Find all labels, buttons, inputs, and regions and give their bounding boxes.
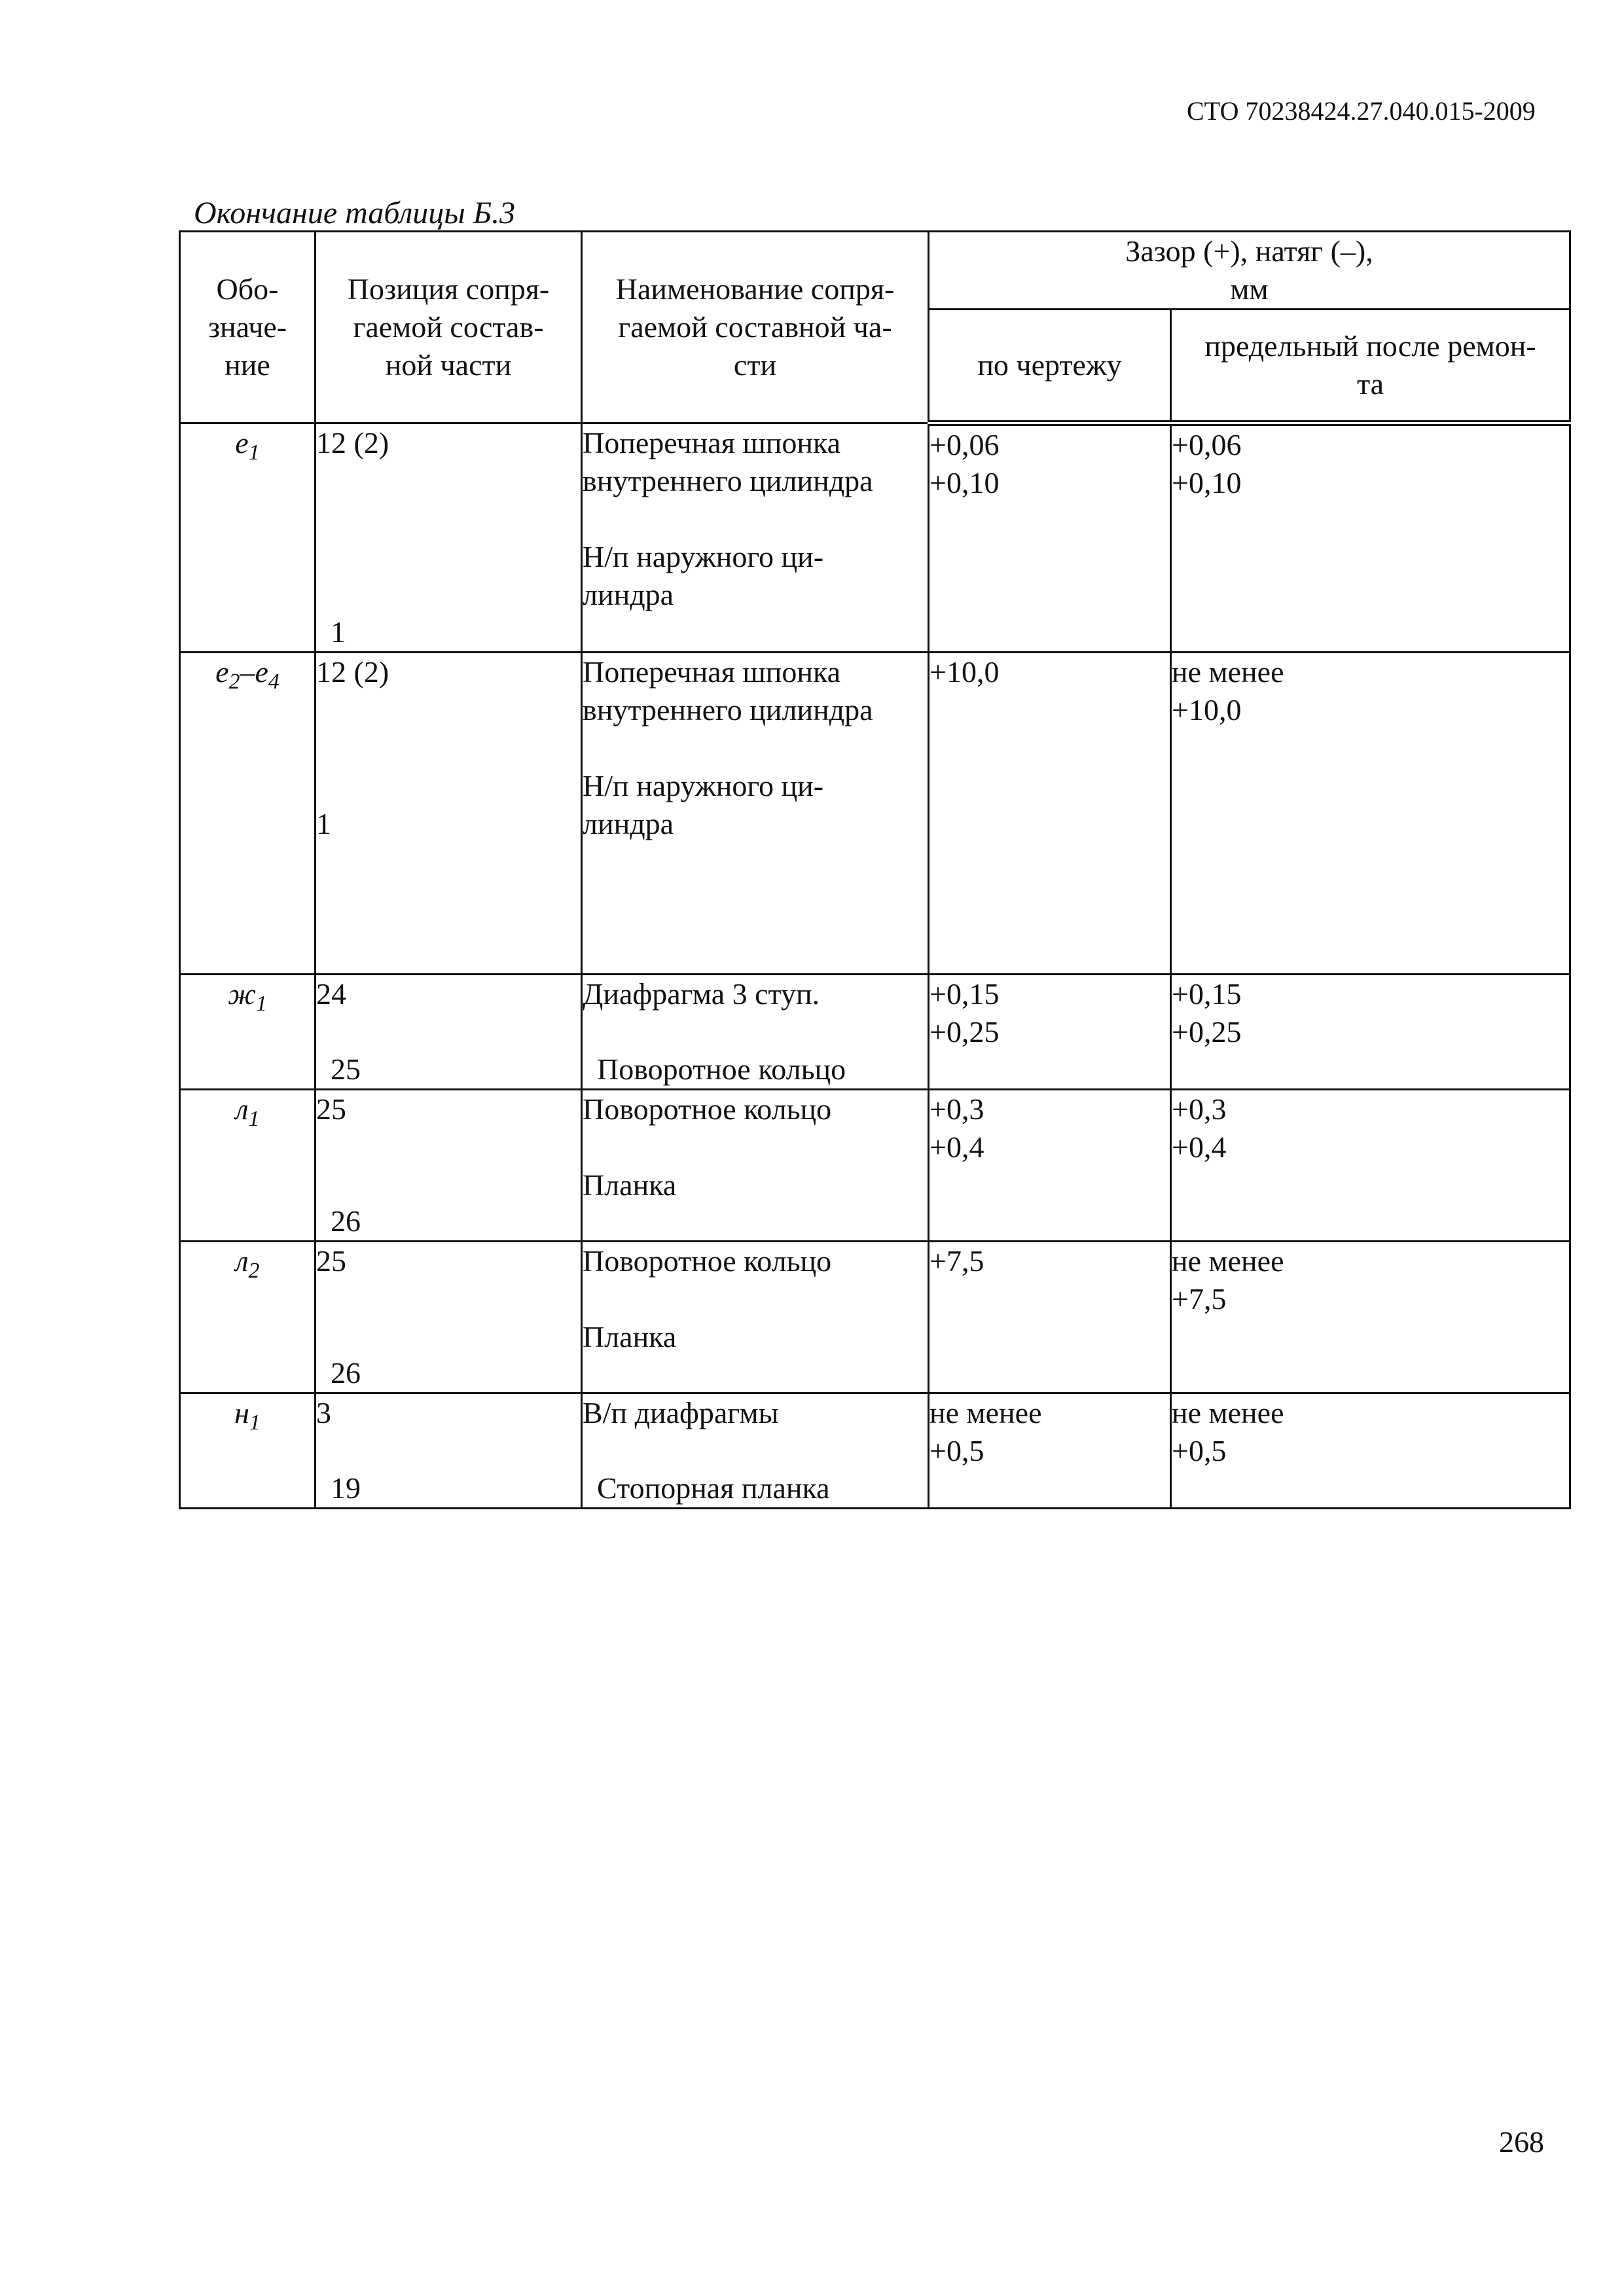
- by-drawing-cell: [929, 653, 1171, 975]
- by-drawing-cell: [929, 975, 1171, 1090]
- position-bottom: 26: [331, 1356, 361, 1390]
- text-line: +7,5: [929, 1244, 984, 1278]
- document-code: СТО 70238424.27.040.015-2009: [1187, 96, 1536, 126]
- part-name-top: [583, 1090, 928, 1204]
- table-row: [180, 653, 1570, 975]
- text-line: +0,06: [929, 428, 1000, 461]
- text-line: +0,3: [929, 1092, 984, 1126]
- text-line: +0,25: [1172, 1015, 1242, 1049]
- limit-cell: [1171, 1242, 1570, 1393]
- position-top: 12 (2): [316, 426, 389, 459]
- position-top: 25: [316, 1244, 346, 1278]
- table-row: [180, 1242, 1570, 1393]
- text-line: +10,0: [929, 655, 1000, 689]
- part-name-bottom: Поворотное кольцо: [597, 1052, 846, 1086]
- col-header-name: [582, 232, 929, 423]
- designation-cell: [180, 653, 316, 975]
- designation-subscript: 1: [249, 1410, 261, 1435]
- part-name-cell: [582, 1242, 929, 1393]
- designation-subscript: 2: [228, 670, 240, 694]
- table-row: [180, 975, 1570, 1090]
- text-line: Н/п наружного ци-: [583, 540, 824, 573]
- text-line: значе-: [208, 310, 287, 344]
- text-line: предельный после ремон-: [1204, 329, 1536, 363]
- text-line: ние: [225, 348, 270, 382]
- position-cell: [316, 1242, 582, 1393]
- designation-separator: –: [240, 655, 255, 689]
- designation-letter: л: [235, 1244, 249, 1278]
- limit-cell: [1171, 975, 1570, 1090]
- position-cell: [316, 975, 582, 1090]
- text-line: Планка: [583, 1320, 677, 1354]
- position-cell: [316, 1393, 582, 1509]
- limit-cell: [1171, 1393, 1570, 1509]
- position-cell: [316, 423, 582, 653]
- position-cell: [316, 653, 582, 975]
- designation-letter: н: [234, 1396, 249, 1429]
- position-top: 12 (2): [316, 655, 389, 689]
- text-line: +0,15: [929, 977, 1000, 1011]
- text-line: та: [1356, 367, 1384, 401]
- designation-letter: е: [215, 655, 229, 689]
- text-line: гаемой составной ча-: [618, 310, 892, 344]
- text-line: Планка: [583, 1168, 677, 1202]
- text-line: Н/п наружного ци-: [583, 769, 824, 802]
- designation-letter: ж: [228, 977, 256, 1011]
- part-name-top: В/п диафрагмы: [583, 1396, 779, 1429]
- by-drawing-cell: [929, 423, 1171, 653]
- text-line: [583, 1128, 928, 1166]
- text-line: не менее: [929, 1396, 1042, 1429]
- designation-subscript: 1: [248, 1107, 260, 1131]
- text-line: внутреннего цилиндра: [583, 693, 873, 726]
- text-line: Позиция сопря-: [347, 272, 550, 306]
- limit-cell: [1171, 423, 1570, 653]
- part-name-top: [583, 424, 928, 500]
- text-line: линдра: [583, 807, 674, 840]
- text-line: Поперечная шпонка: [583, 655, 841, 689]
- col-header-limit-after-repair: [1171, 310, 1570, 423]
- text-line: не менее: [1172, 1244, 1284, 1278]
- text-line: [583, 1280, 928, 1318]
- designation-subscript: 1: [255, 992, 267, 1016]
- clearance-table: [179, 230, 1571, 1509]
- text-line: мм: [1230, 272, 1269, 306]
- designation-cell: [180, 1393, 316, 1509]
- text-line: внутреннего цилиндра: [583, 464, 873, 497]
- text-line: ной части: [385, 348, 512, 382]
- designation-subscript: 1: [248, 440, 260, 465]
- text-line: Поворотное кольцо: [583, 1244, 832, 1278]
- part-name-cell: [582, 423, 929, 653]
- text-line: гаемой состав-: [353, 310, 544, 344]
- designation-cell: [180, 423, 316, 653]
- text-line: по чертежу: [977, 348, 1122, 382]
- text-line: Поперечная шпонка: [583, 426, 841, 459]
- col-header-position: [316, 232, 582, 423]
- limit-cell: [1171, 653, 1570, 975]
- text-line: +0,3: [1172, 1092, 1227, 1126]
- part-name-cell: [582, 975, 929, 1090]
- text-line: +0,4: [1172, 1130, 1227, 1164]
- part-name-bottom: [583, 538, 928, 614]
- part-name-bottom: Стопорная планка: [597, 1471, 830, 1505]
- text-line: +0,15: [1172, 977, 1242, 1011]
- by-drawing-cell: [929, 1090, 1171, 1242]
- position-top: 24: [316, 977, 346, 1011]
- designation-cell: [180, 975, 316, 1090]
- text-line: +0,4: [929, 1130, 984, 1164]
- position-bottom: 26: [331, 1204, 361, 1238]
- text-line: +0,10: [929, 466, 1000, 499]
- page-number: 268: [1499, 2125, 1544, 2159]
- part-name-top: [583, 653, 928, 843]
- text-line: не менее: [1172, 1396, 1284, 1429]
- part-name-top: Диафрагма 3 ступ.: [583, 977, 820, 1011]
- text-line: +0,10: [1172, 466, 1242, 499]
- text-line: линдра: [583, 578, 674, 611]
- table-caption: Окончание таблицы Б.3: [194, 196, 516, 230]
- text-line: Наименование сопря-: [615, 272, 895, 306]
- text-line: +10,0: [1172, 693, 1242, 726]
- position-bottom: 25: [331, 1052, 361, 1086]
- text-line: +0,06: [1172, 428, 1242, 461]
- col-header-gap-group: [929, 232, 1570, 310]
- text-line: +7,5: [1172, 1282, 1227, 1316]
- position-top: 25: [316, 1092, 346, 1126]
- designation-subscript: 2: [248, 1259, 260, 1283]
- part-name-cell: [582, 1393, 929, 1509]
- designation-letter: е: [255, 655, 268, 689]
- part-name-cell: [582, 653, 929, 975]
- position-bottom: 1: [331, 615, 346, 649]
- col-header-designation: [180, 232, 316, 423]
- designation-letter: е: [235, 426, 249, 459]
- limit-cell: [1171, 1090, 1570, 1242]
- table-row: [180, 1393, 1570, 1509]
- col-header-by-drawing: [929, 310, 1171, 423]
- table-row: [180, 423, 1570, 653]
- designation-letter: л: [235, 1092, 249, 1126]
- designation-cell: [180, 1242, 316, 1393]
- position-bottom: 1: [316, 807, 331, 840]
- position-cell: [316, 1090, 582, 1242]
- text-line: Обо-: [216, 272, 279, 306]
- by-drawing-cell: [929, 1393, 1171, 1509]
- text-line: сти: [733, 348, 777, 382]
- part-name-cell: [582, 1090, 929, 1242]
- designation-subscript: 4: [268, 670, 280, 694]
- position-top: 3: [316, 1396, 331, 1429]
- by-drawing-cell: [929, 1242, 1171, 1393]
- part-name-top: [583, 1242, 928, 1356]
- text-line: +0,5: [929, 1434, 984, 1467]
- text-line: Поворотное кольцо: [583, 1092, 832, 1126]
- text-line: [583, 729, 928, 767]
- table-row: [180, 1090, 1570, 1242]
- designation-cell: [180, 1090, 316, 1242]
- text-line: +0,25: [929, 1015, 1000, 1049]
- text-line: не менее: [1172, 655, 1284, 689]
- position-bottom: 19: [331, 1471, 361, 1505]
- text-line: +0,5: [1172, 1434, 1227, 1467]
- text-line: Зазор (+), натяг (–),: [1125, 234, 1373, 268]
